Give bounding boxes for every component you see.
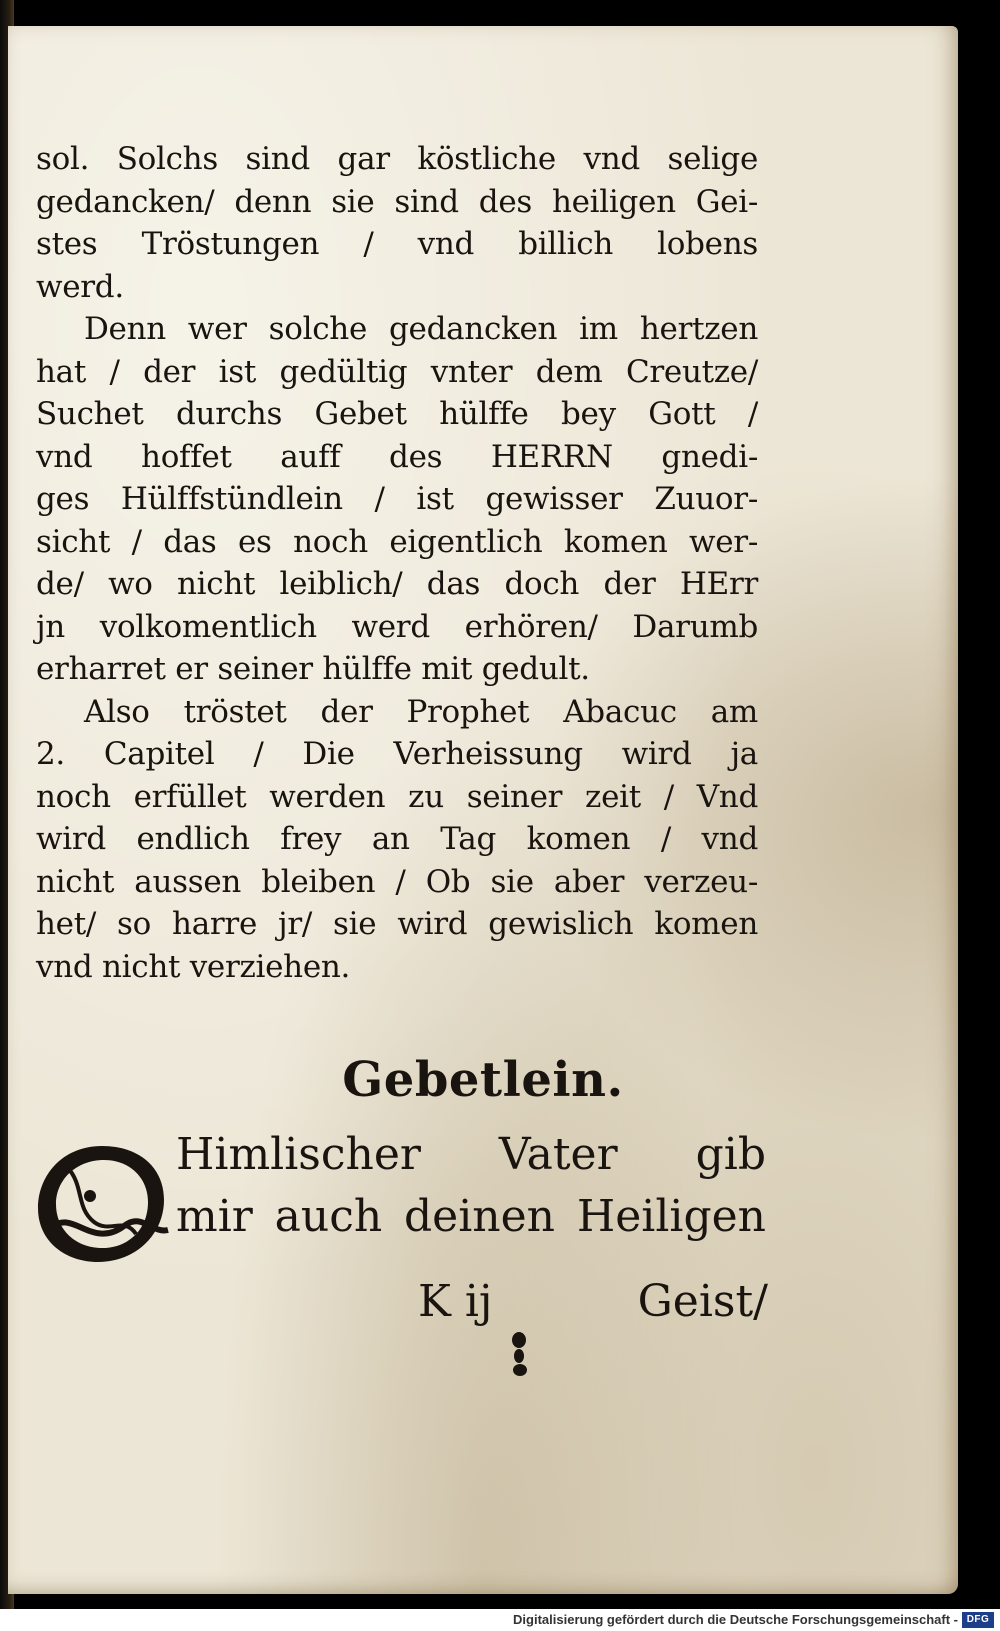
catchword: Geist/ bbox=[637, 1276, 768, 1327]
text-line: vnd nicht verziehen. bbox=[36, 948, 351, 985]
body-text-block bbox=[36, 138, 758, 988]
digitization-footer bbox=[0, 1609, 1000, 1631]
text-line: de/ wo nicht leiblich/ das doch der HErr bbox=[36, 566, 758, 602]
prayer-line: Himlischer Vater gib bbox=[176, 1129, 766, 1180]
text-line: gedancken/ denn sie sind des heiligen Gei- bbox=[36, 183, 758, 220]
text-line: sol. Solchs sind gar köstliche vnd selige bbox=[36, 141, 758, 177]
text-line: jn volkomentlich werd erhören/ Darumb bbox=[36, 608, 758, 645]
section-heading: Gebetlein. bbox=[342, 1052, 624, 1108]
signature-mark: K ij bbox=[418, 1276, 493, 1327]
text-line: het/ so harre jr/ sie wird gewislich komen bbox=[36, 906, 758, 942]
text-line: 2. Capitel / Die Verheissung wird ja bbox=[36, 736, 758, 772]
ink-blot bbox=[508, 1330, 530, 1378]
text-line: erharret er seiner hülffe mit gedult. bbox=[36, 651, 590, 687]
text-line: vnd hoffet auff des HERRN gnedi- bbox=[36, 438, 758, 475]
book-page bbox=[8, 26, 958, 1594]
text-line: werd. bbox=[36, 268, 124, 305]
prayer-text-block bbox=[176, 1124, 766, 1248]
text-line: stes Tröstungen / vnd billich lobens bbox=[36, 226, 758, 262]
decorated-initial-letter bbox=[32, 1138, 172, 1268]
text-line: nicht aussen bleiben / Ob sie aber verzeu- bbox=[36, 863, 758, 900]
dfg-logo: DFG bbox=[962, 1612, 994, 1628]
text-line: wird endlich frey an Tag komen / vnd bbox=[36, 821, 758, 857]
text-line: Suchet durchs Gebet hülffe bey Gott / bbox=[36, 396, 758, 432]
funding-notice: Digitalisierung gefördert durch die Deutsche Forschungsgemeinschaft - bbox=[513, 1612, 958, 1627]
text-line: hat / der ist gedültig vnter dem Creutze/ bbox=[36, 353, 758, 390]
text-line: Also tröstet der Prophet Abacuc am bbox=[84, 693, 758, 730]
prayer-line: mir auch deinen Heiligen bbox=[176, 1191, 766, 1242]
text-line: ges Hülffstündlein / ist gewisser Zuuor- bbox=[36, 481, 758, 517]
initial-letter-text: O bbox=[97, 1214, 107, 1225]
text-line: Denn wer solche gedancken im hertzen bbox=[84, 311, 758, 347]
text-line: noch erfüllet werden zu seiner zeit / Vnd bbox=[36, 778, 758, 815]
text-line: sicht / das es noch eigentlich komen wer- bbox=[36, 523, 758, 560]
